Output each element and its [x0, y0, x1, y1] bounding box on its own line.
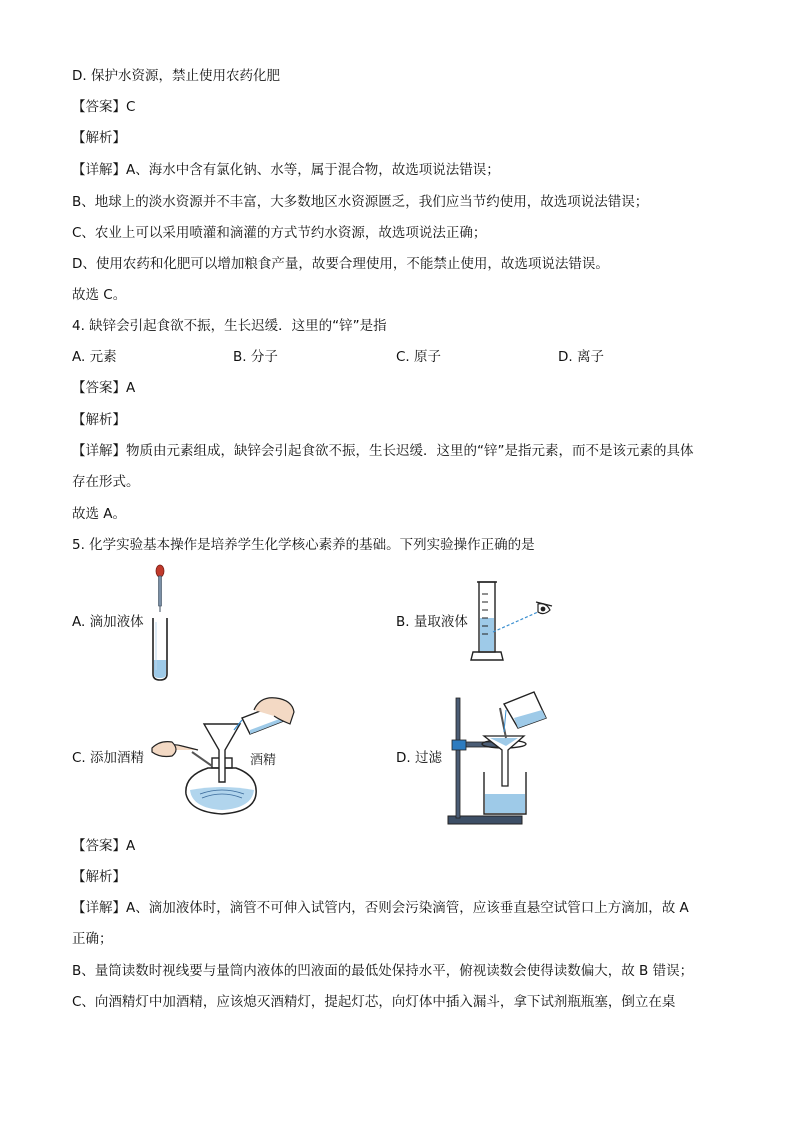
explanation-line: C、向酒精灯中加酒精，应该熄灭酒精灯，提起灯芯，向灯体中插入漏斗，拿下试剂瓶瓶塞，倒立在桌: [72, 994, 676, 1010]
q5-option-c-label: C. 添加酒精: [72, 750, 145, 766]
q5-option-a-label: A. 滴加液体: [72, 614, 144, 630]
explanation-line: C、农业上可以采用喷灌和滴灌的方式节约水资源，故选项说法正确；: [72, 225, 487, 241]
conclusion-line: 故选 A。: [72, 506, 127, 522]
explanation-line: 【详解】A、滴加液体时，滴管不可伸入试管内，否则会污染滴管，应该垂直悬空试管口上方滴加，故 A: [72, 900, 689, 916]
q3-option-d: D. 保护水资源，禁止使用农药化肥: [72, 68, 280, 84]
explanation-line: D、使用农药和化肥可以增加粮食产量，故要合理使用，不能禁止使用，故选项说法错误。: [72, 256, 609, 272]
explanation-line: 【详解】A、海水中含有氯化钠、水等，属于混合物，故选项说法错误；: [72, 162, 500, 178]
q5-option-d-label: D. 过滤: [396, 750, 442, 766]
answer-label: 【答案】C: [72, 99, 136, 115]
filtration-apparatus-figure: [444, 688, 554, 828]
conclusion-line: 故选 C。: [72, 287, 127, 303]
alcohol-lamp-funnel-figure: [150, 690, 310, 820]
q4-option-a: A. 元素: [72, 349, 117, 365]
analysis-label: 【解析】: [72, 869, 126, 885]
analysis-label: 【解析】: [72, 130, 126, 146]
q4-option-b: B. 分子: [233, 349, 278, 365]
q4-option-d: D. 离子: [558, 349, 604, 365]
q4-option-c: C. 原子: [396, 349, 442, 365]
analysis-label: 【解析】: [72, 412, 126, 428]
q5-option-b-label: B. 量取液体: [396, 614, 468, 630]
answer-label: 【答案】A: [72, 838, 136, 854]
question-4-stem: 4. 缺锌会引起食欲不振，生长迟缓．这里的“锌”是指: [72, 318, 387, 334]
answer-label: 【答案】A: [72, 380, 136, 396]
question-5-stem: 5. 化学实验基本操作是培养学生化学核心素养的基础。下列实验操作正确的是: [72, 537, 535, 553]
dropper-test-tube-figure: [146, 562, 176, 684]
explanation-line: B、地球上的淡水资源并不丰富，大多数地区水资源匮乏，我们应当节约使用，故选项说法错误；: [72, 194, 649, 210]
explanation-line: B、量筒读数时视线要与量筒内液体的凹液面的最低处保持水平，俯视读数会使得读数偏大，故 B 错误；: [72, 963, 694, 979]
explanation-line: 存在形式。: [72, 474, 140, 490]
alcohol-label: 酒精: [250, 753, 277, 768]
graduated-cylinder-figure: [470, 578, 560, 664]
explanation-line: 正确；: [72, 931, 113, 947]
explanation-line: 【详解】物质由元素组成，缺锌会引起食欲不振，生长迟缓．这里的“锌”是指元素，而不是该元素的具体: [72, 443, 694, 459]
